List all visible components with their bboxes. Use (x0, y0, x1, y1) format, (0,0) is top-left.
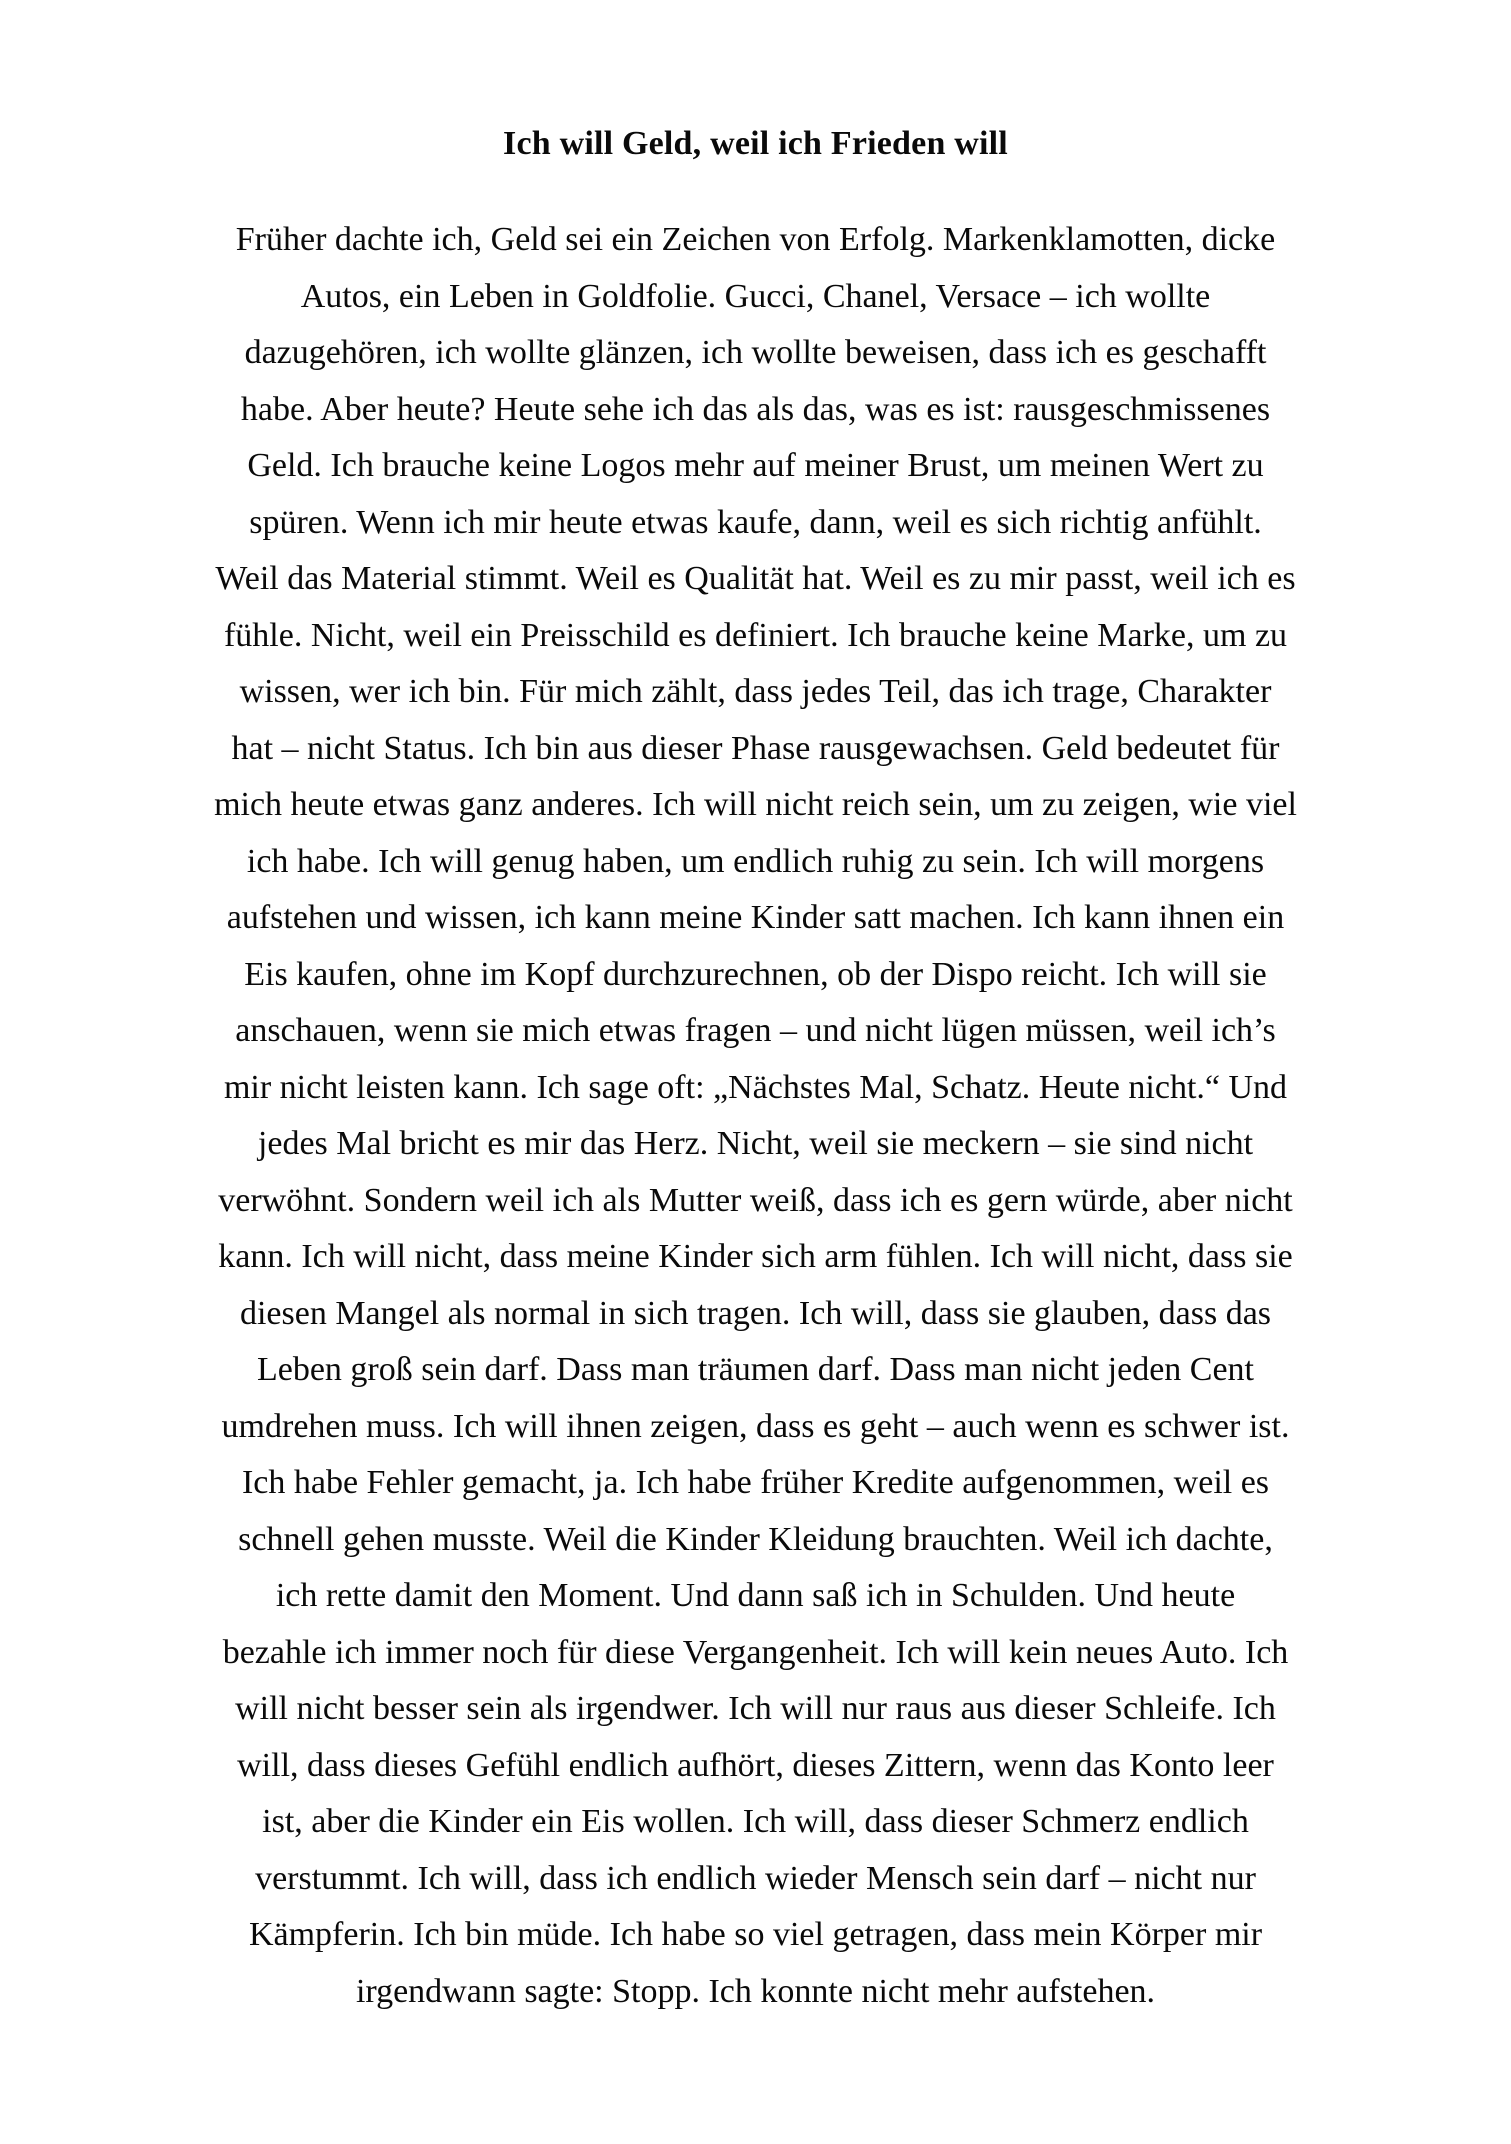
document-body (0, 212, 1511, 2020)
body-line: kann. Ich will nicht, dass meine Kinder sich arm fühlen. Ich will nicht, dass sie (218, 1238, 1293, 1275)
body-line: mir nicht leisten kann. Ich sage oft: „Nächstes Mal, Schatz. Heute nicht.“ Und (223, 1068, 1288, 1106)
body-line: Früher dachte ich, Geld sei ein Zeichen von Erfolg. Markenklamotten, dicke (235, 221, 1276, 258)
body-line: dazugehören, ich wollte glänzen, ich wollte beweisen, dass ich es geschafft (244, 334, 1267, 371)
body-line: Eis kaufen, ohne im Kopf durchzurechnen, ob der Dispo reicht. Ich will sie (244, 955, 1267, 993)
body-line: mich heute etwas ganz anderes. Ich will nicht reich sein, um zu zeigen, wie viel (214, 786, 1297, 823)
body-line: jedes Mal bricht es mir das Herz. Nicht, weil sie meckern – sie sind nicht (257, 1125, 1254, 1162)
body-line: Kämpferin. Ich bin müde. Ich habe so viel getragen, dass mein Körper mir (248, 1916, 1263, 1953)
body-line: diesen Mangel als normal in sich tragen. Ich will, dass sie glauben, dass das (239, 1294, 1272, 1332)
body-line: Leben groß sein darf. Dass man träumen darf. Dass man nicht jeden Cent (256, 1351, 1255, 1388)
body-line: will, dass dieses Gefühl endlich aufhört, dieses Zittern, wenn das Konto leer (237, 1746, 1274, 1784)
body-line: bezahle ich immer noch für diese Vergangenheit. Ich will kein neues Auto. Ich (222, 1633, 1289, 1671)
body-line: habe. Aber heute? Heute sehe ich das als das, was es ist: rausgeschmissenes (240, 390, 1271, 428)
body-line: verwöhnt. Sondern weil ich als Mutter weiß, dass ich es gern würde, aber nicht (218, 1181, 1293, 1219)
body-line: verstummt. Ich will, dass ich endlich wieder Mensch sein darf – nicht nur (255, 1859, 1256, 1897)
body-line: Autos, ein Leben in Goldfolie. Gucci, Chanel, Versace – ich wollte (300, 277, 1211, 315)
body-line: spüren. Wenn ich mir heute etwas kaufe, dann, weil es sich richtig anfühlt. (249, 503, 1262, 541)
body-line: hat – nicht Status. Ich bin aus dieser Phase rausgewachsen. Geld bedeutet für (231, 729, 1280, 767)
body-line: Geld. Ich brauche keine Logos mehr auf meiner Brust, um meinen Wert zu (247, 447, 1264, 484)
body-line: Weil das Material stimmt. Weil es Qualität hat. Weil es zu mir passt, weil ich es (215, 560, 1296, 597)
body-line: fühle. Nicht, weil ein Preisschild es definiert. Ich brauche keine Marke, um zu (223, 616, 1288, 654)
body-line: ich rette damit den Moment. Und dann saß ich in Schulden. Und heute (275, 1577, 1236, 1614)
body-line: Ich habe Fehler gemacht, ja. Ich habe früher Kredite aufgenommen, weil es (241, 1464, 1270, 1501)
body-line: will nicht besser sein als irgendwer. Ich will nur raus aus dieser Schleife. Ich (235, 1690, 1276, 1727)
body-line: ist, aber die Kinder ein Eis wollen. Ich will, dass dieser Schmerz endlich (262, 1803, 1249, 1840)
document-title: Ich will Geld, weil ich Frieden will (503, 125, 1008, 162)
body-line: irgendwann sagte: Stopp. Ich konnte nicht mehr aufstehen. (355, 1972, 1156, 2010)
body-line: schnell gehen musste. Weil die Kinder Kleidung brauchten. Weil ich dachte, (238, 1520, 1273, 1558)
body-line: anschauen, wenn sie mich etwas fragen – und nicht lügen müssen, weil ich’s (235, 1012, 1276, 1049)
body-line: wissen, wer ich bin. Für mich zählt, dass jedes Teil, das ich trage, Charakter (239, 673, 1272, 710)
body-line: aufstehen und wissen, ich kann meine Kinder satt machen. Ich kann ihnen ein (226, 899, 1285, 936)
body-line: ich habe. Ich will genug haben, um endlich ruhig zu sein. Ich will morgens (246, 842, 1265, 880)
body-line: umdrehen muss. Ich will ihnen zeigen, dass es geht – auch wenn es schwer ist. (221, 1407, 1290, 1445)
